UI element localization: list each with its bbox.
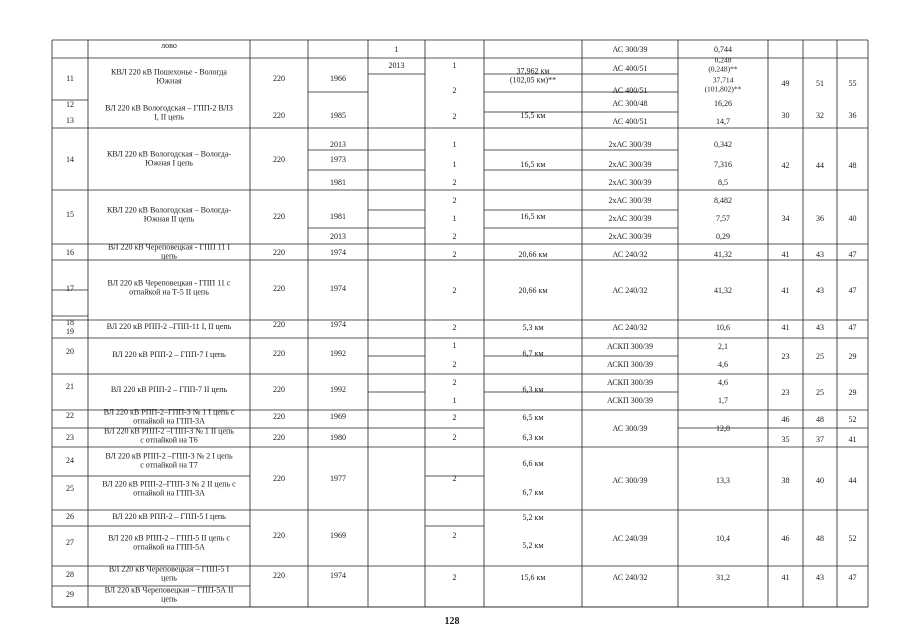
circuit: 2 xyxy=(452,196,457,205)
line-length: (0,248)** xyxy=(708,64,738,74)
circuit: 2 xyxy=(452,232,457,241)
wire-brand: АС 240/39 xyxy=(612,534,648,543)
value-a: 49 xyxy=(781,79,790,88)
distance: 6,3 км xyxy=(522,433,544,442)
value-a: 41 xyxy=(781,286,790,295)
line-length: (101,802)** xyxy=(704,84,742,94)
row-name: отпайкой на Т-5 II цепь xyxy=(129,287,209,297)
circuit: 1 xyxy=(452,140,457,149)
line-length: 4,6 xyxy=(718,378,728,387)
wire-brand: АСКП 300/39 xyxy=(606,378,654,387)
wire-brand: АСКП 300/39 xyxy=(606,360,654,369)
distance: 37,962 км xyxy=(516,66,550,76)
value-b: 44 xyxy=(816,161,824,170)
value-c: 47 xyxy=(848,286,857,295)
line-length: 4,6 xyxy=(718,360,728,369)
value-b: 25 xyxy=(816,352,824,361)
wire-brand: 2хАС 300/39 xyxy=(608,196,652,205)
row-number: 26 xyxy=(66,512,74,521)
row-name: ВЛ 220 кВ РПП-2–ГПП-3 № 2 II цепь с xyxy=(102,479,236,489)
line-length: 0,342 xyxy=(714,140,732,149)
year: 1966 xyxy=(330,74,346,83)
row-name: отпайкой на ГПП-3А xyxy=(133,488,205,498)
voltage: 220 xyxy=(273,385,285,394)
line-length: 13,3 xyxy=(716,476,730,485)
distance: 20,66 км xyxy=(518,250,548,259)
year: 1974 xyxy=(330,284,346,293)
value-a: 46 xyxy=(781,415,790,424)
distance: 6,7 км xyxy=(522,488,544,497)
distance: 6,3 км xyxy=(522,385,544,394)
row-number: 23 xyxy=(66,433,74,442)
distance: 20,66 км xyxy=(518,286,548,295)
wire-brand: АС 300/39 xyxy=(612,424,648,433)
row-name: с отпайкой на Т6 xyxy=(140,435,198,445)
value-a: 34 xyxy=(781,214,790,223)
distance: 5,2 км xyxy=(522,513,544,522)
row-number: 19 xyxy=(66,327,74,336)
circuit: 1 xyxy=(452,61,457,70)
voltage: 220 xyxy=(273,284,285,293)
row-name: ВЛ 220 кВ РПП-2 –ГПП-3 № 1 II цепь xyxy=(104,426,234,436)
line-length: 2,1 xyxy=(718,342,728,351)
row-number: 20 xyxy=(66,347,74,356)
value-a: 38 xyxy=(781,476,790,485)
year: 1980 xyxy=(330,433,346,442)
line-length: 37,714 xyxy=(712,75,734,85)
value-a: 23 xyxy=(781,388,790,397)
value-b: 40 xyxy=(816,476,824,485)
voltage: 220 xyxy=(273,571,285,580)
row-name: ВЛ 220 кВ РПП-2 – ГПП-5 I цепь xyxy=(112,512,226,521)
value-a: 41 xyxy=(781,323,790,332)
value-a: 23 xyxy=(781,352,790,361)
line-length: 7,57 xyxy=(716,214,730,223)
value-c: 48 xyxy=(848,161,857,170)
year: 1974 xyxy=(330,248,346,257)
value-a: 41 xyxy=(781,250,790,259)
row-name: ВЛ 220 кВ Вологодская – ГПП-2 ВЛЗ xyxy=(105,103,233,113)
row-number: 28 xyxy=(66,570,74,579)
circuit: 2 xyxy=(452,433,457,442)
year: 1973 xyxy=(330,155,346,164)
value-b: 43 xyxy=(816,573,824,582)
circuit: 2 xyxy=(452,178,457,187)
wire-brand: АС 400/51 xyxy=(612,117,648,126)
value-c: 47 xyxy=(848,573,857,582)
year: 1969 xyxy=(330,412,346,421)
wire-brand: 2хАС 300/39 xyxy=(608,160,652,169)
year: 1974 xyxy=(330,571,346,580)
row-number: 29 xyxy=(66,590,74,599)
value-c: 44 xyxy=(848,476,857,485)
year-reconstruction: 2013 xyxy=(388,61,405,70)
row-name: Южная I цепь xyxy=(145,158,193,168)
row-number: 12 xyxy=(66,100,74,109)
row-number: 18 xyxy=(66,318,74,327)
voltage: 220 xyxy=(273,248,285,257)
value-b: 51 xyxy=(816,79,824,88)
value-c: 47 xyxy=(848,323,857,332)
row-name: ВЛ 220 кВ Череповецкая - ГПП 11 I xyxy=(107,242,231,252)
wire-brand: АСКП 300/39 xyxy=(606,396,654,405)
year: 1977 xyxy=(330,474,346,483)
row-name: ВЛ 220 кВ Череповецкая - ГПП 11 с xyxy=(107,278,231,288)
circuit: 2 xyxy=(452,286,457,295)
wire-brand: АС 300/39 xyxy=(612,476,648,485)
row-name: Южная II цепь xyxy=(143,214,195,224)
wire-brand: 2хАС 300/39 xyxy=(608,178,652,187)
wire-brand: АС 300/48 xyxy=(612,99,648,108)
row-number: 16 xyxy=(66,248,74,257)
circuit: 1 xyxy=(452,160,457,169)
row-name: цепь xyxy=(161,251,177,261)
wire-brand: 2хАС 300/39 xyxy=(608,214,652,223)
row-number: 11 xyxy=(66,74,74,83)
line-length: 41,32 xyxy=(714,286,732,295)
value-c: 47 xyxy=(848,250,857,259)
value-b: 48 xyxy=(816,534,824,543)
wire-brand: 2хАС 300/39 xyxy=(608,232,652,241)
value-c: 52 xyxy=(848,534,857,543)
wire-brand: АС 240/32 xyxy=(612,286,648,295)
line-length: 1,7 xyxy=(718,396,728,405)
wire-brand: АС 300/39 xyxy=(612,45,648,54)
year: 1981 xyxy=(330,212,346,221)
value-b: 43 xyxy=(816,323,824,332)
value-c: 55 xyxy=(848,79,857,88)
wire-brand: АС 400/51 xyxy=(612,64,648,73)
wire-brand: АС 400/51 xyxy=(612,86,648,95)
line-length: 7,316 xyxy=(714,160,732,169)
distance: 6,7 км xyxy=(522,349,544,358)
year-reconstruction: 2013 xyxy=(330,232,346,241)
row-name: ВЛ 220 кВ РПП-2 –ГПП-3 № 2 I цепь xyxy=(105,451,233,461)
wire-brand: АС 240/32 xyxy=(612,573,648,582)
voltage: 220 xyxy=(273,111,285,120)
row-number: 17 xyxy=(66,284,74,293)
circuit: 1 xyxy=(452,214,457,223)
year: 1974 xyxy=(330,320,346,329)
line-length: 8,482 xyxy=(714,196,732,205)
wire-brand: АС 240/32 xyxy=(612,323,648,332)
voltage: 220 xyxy=(273,412,285,421)
circuit: 2 xyxy=(452,531,457,540)
row-name: КВЛ 220 кВ Вологодская – Вологда- xyxy=(106,205,232,215)
year-reconstruction: 2013 xyxy=(330,140,346,149)
row-name: цепь xyxy=(161,594,177,604)
voltage: 220 xyxy=(273,474,285,483)
distance: 5,2 км xyxy=(522,541,544,550)
line-length: 16,26 xyxy=(714,99,732,108)
value-b: 36 xyxy=(816,214,824,223)
page-number: 128 xyxy=(444,616,460,627)
value-a: 46 xyxy=(781,534,790,543)
value-a: 42 xyxy=(781,161,790,170)
circuit: 2 xyxy=(452,360,457,369)
circuit: 2 xyxy=(452,378,457,387)
distance: 16,5 км xyxy=(520,212,546,221)
row-name: ВЛ 220 кВ РПП-2–ГПП-3 № 1 I цепь с xyxy=(103,407,235,417)
row-name: ВЛ 220 кВ РПП-2 – ГПП-7 II цепь xyxy=(110,385,228,394)
line-length: 0,744 xyxy=(714,45,732,54)
row-name: ВЛ 220 кВ РПП-2 – ГПП-5 II цепь с xyxy=(108,533,230,543)
row-name: отпайкой на ГПП-3А xyxy=(133,416,205,426)
value-c: 41 xyxy=(848,435,857,444)
row-number: 15 xyxy=(66,210,74,219)
year-reconstruction: 1981 xyxy=(330,178,346,187)
row-name: КВЛ 220 кВ Пошехонье - Вологда xyxy=(111,67,227,77)
row-number: 22 xyxy=(66,411,74,420)
line-length: 41,32 xyxy=(714,250,732,259)
value-b: 43 xyxy=(816,286,824,295)
circuit: 2 xyxy=(452,86,457,95)
value-a: 41 xyxy=(781,573,790,582)
line-length: 12,8 xyxy=(716,424,730,433)
row-number: 14 xyxy=(66,155,74,164)
distance: (102,05 км)** xyxy=(509,75,557,85)
row-name: ВЛ 220 кВ РПП-2 – ГПП-7 I цепь xyxy=(112,350,226,359)
value-c: 29 xyxy=(848,352,857,361)
wire-brand: 2хАС 300/39 xyxy=(608,140,652,149)
row-name: ВЛ 220 кВ Череповецкая – ГПП-5А II xyxy=(104,585,234,595)
value-c: 29 xyxy=(848,388,857,397)
distance: 16,5 км xyxy=(520,160,546,169)
line-length: 0,248 xyxy=(714,55,732,65)
distance: 15,5 км xyxy=(520,111,546,120)
row-number: 21 xyxy=(66,382,74,391)
value-a: 30 xyxy=(781,111,790,120)
line-length: 8,5 xyxy=(718,178,728,187)
line-length: 10,4 xyxy=(716,534,730,543)
row-name: I, II цепь xyxy=(154,112,184,122)
value-c: 52 xyxy=(848,415,857,424)
distance: 6,6 км xyxy=(522,459,544,468)
value-b: 32 xyxy=(816,111,824,120)
table-text xyxy=(66,41,857,604)
row-name: ВЛ 220 кВ Череповецкая – ГПП-5 I xyxy=(108,564,230,574)
voltage: 220 xyxy=(273,74,285,83)
circuit: 2 xyxy=(452,250,457,259)
row-name: ВЛ 220 кВ РПП-2 –ГПП-11 I, II цепь xyxy=(106,322,232,331)
row-number: 13 xyxy=(66,116,74,125)
circuit: 1 xyxy=(394,45,399,54)
row-number: 27 xyxy=(66,538,74,547)
wire-brand: АСКП 300/39 xyxy=(606,342,654,351)
circuit: 2 xyxy=(452,323,457,332)
line-length: 14,7 xyxy=(716,117,730,126)
row-name: лово xyxy=(161,41,177,50)
circuit: 2 xyxy=(452,573,457,582)
value-b: 43 xyxy=(816,250,824,259)
year: 1992 xyxy=(330,385,346,394)
row-name: с отпайкой на Т7 xyxy=(140,460,198,470)
row-name: цепь xyxy=(161,573,177,583)
voltage: 220 xyxy=(273,155,285,164)
voltage: 220 xyxy=(273,320,285,329)
distance: 5,3 км xyxy=(522,323,544,332)
circuit: 1 xyxy=(452,396,457,405)
circuit: 2 xyxy=(452,413,457,422)
row-number: 24 xyxy=(66,456,74,465)
voltage: 220 xyxy=(273,531,285,540)
line-length: 0,29 xyxy=(716,232,730,241)
distance: 15,6 км xyxy=(520,573,546,582)
circuit: 2 xyxy=(452,112,457,121)
voltage: 220 xyxy=(273,212,285,221)
distance: 6,5 км xyxy=(522,413,544,422)
voltage: 220 xyxy=(273,349,285,358)
year: 1992 xyxy=(330,349,346,358)
value-b: 25 xyxy=(816,388,824,397)
line-length: 10,6 xyxy=(716,323,730,332)
value-a: 35 xyxy=(781,435,790,444)
circuit: 1 xyxy=(452,341,457,350)
row-name: КВЛ 220 кВ Вологодская – Вологда- xyxy=(106,149,232,159)
value-c: 36 xyxy=(848,111,857,120)
row-number: 25 xyxy=(66,484,74,493)
row-name: Южная xyxy=(156,76,182,86)
year: 1969 xyxy=(330,531,346,540)
line-length: 31,2 xyxy=(716,573,730,582)
year: 1985 xyxy=(330,111,346,120)
value-b: 37 xyxy=(816,435,824,444)
value-b: 48 xyxy=(816,415,824,424)
circuit: 2 xyxy=(452,474,457,483)
value-c: 40 xyxy=(848,214,857,223)
wire-brand: АС 240/32 xyxy=(612,250,648,259)
row-name: отпайкой на ГПП-5А xyxy=(133,542,205,552)
voltage: 220 xyxy=(273,433,285,442)
